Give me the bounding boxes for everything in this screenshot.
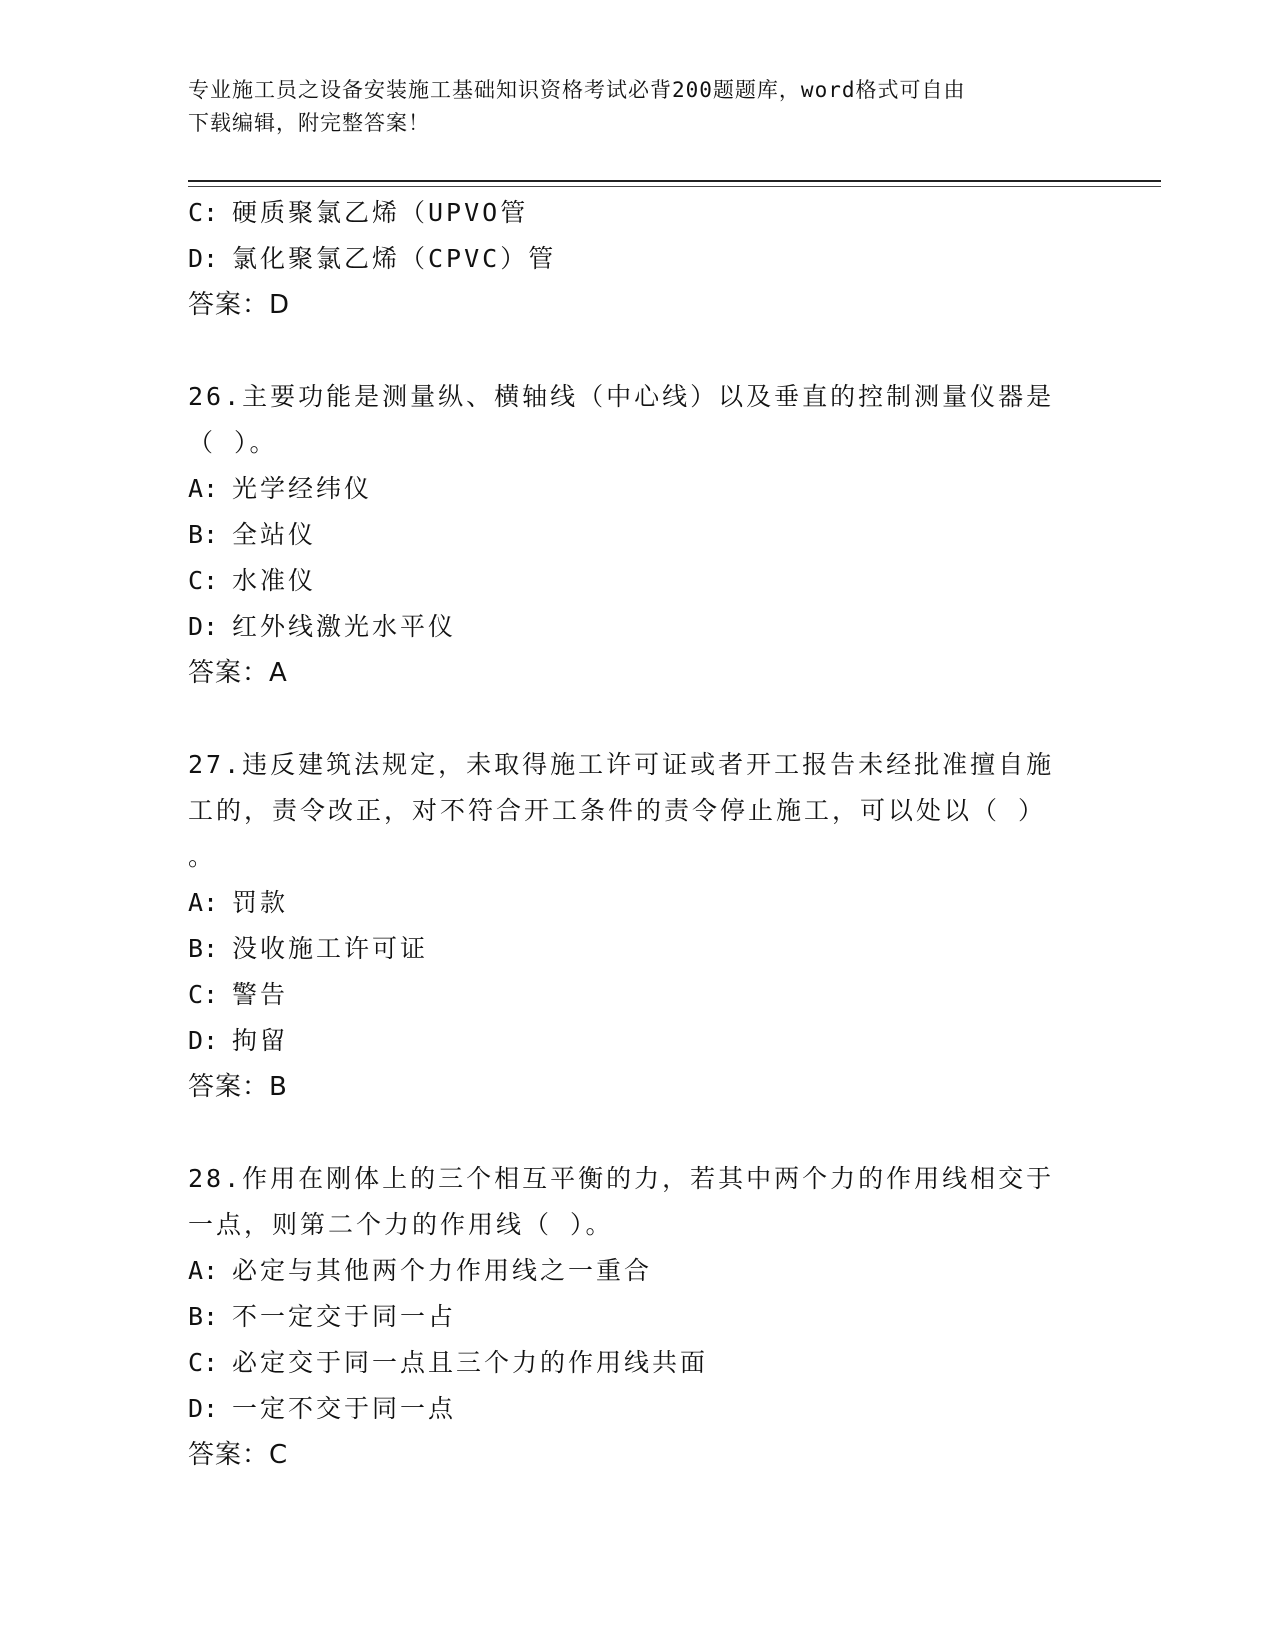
option-key: B:	[188, 1302, 219, 1331]
header-line-2: 下载编辑，附完整答案！	[188, 111, 430, 135]
option-key: C:	[188, 1348, 219, 1377]
question-28	[188, 1156, 1088, 1478]
option-text: 不一定交于同一占	[232, 1302, 457, 1331]
option-c	[188, 1340, 1088, 1386]
option-b	[188, 512, 1088, 558]
option-text: 全站仪	[232, 520, 317, 549]
option-key: D:	[188, 1394, 219, 1423]
option-text: 水准仪	[232, 566, 317, 595]
option-key: D:	[188, 244, 219, 273]
option-a	[188, 466, 1088, 512]
question-stem: 26.主要功能是测量纵、横轴线（中心线）以及垂直的控制测量仪器是	[188, 382, 1055, 411]
answer-line: 答案：C	[188, 1440, 289, 1470]
spacer	[188, 328, 1088, 374]
option-key: B:	[188, 934, 219, 963]
option-text: 罚款	[232, 888, 289, 917]
option-d	[188, 236, 1088, 282]
option-d	[188, 604, 1088, 650]
question-25-tail	[188, 190, 1088, 328]
question-stem: 。	[188, 842, 217, 871]
option-c	[188, 972, 1088, 1018]
spacer	[188, 1110, 1088, 1156]
option-key: A:	[188, 888, 219, 917]
option-c	[188, 558, 1088, 604]
answer-line: 答案：A	[188, 658, 288, 688]
header-divider-thin	[188, 186, 1161, 187]
document-header	[188, 74, 1068, 140]
option-text: 必定与其他两个力作用线之一重合	[232, 1256, 653, 1285]
option-text: 拘留	[232, 1026, 289, 1055]
option-key: A:	[188, 1256, 219, 1285]
header-divider-thick	[188, 180, 1161, 182]
option-c	[188, 190, 1088, 236]
question-stem: 28.作用在刚体上的三个相互平衡的力，若其中两个力的作用线相交于	[188, 1164, 1055, 1193]
option-text: 警告	[232, 980, 289, 1009]
option-key: C:	[188, 198, 219, 227]
option-b	[188, 1294, 1088, 1340]
option-d	[188, 1018, 1088, 1064]
question-27	[188, 742, 1088, 1110]
option-key: C:	[188, 566, 219, 595]
option-key: A:	[188, 474, 219, 503]
option-text: 没收施工许可证	[232, 934, 429, 963]
option-a	[188, 880, 1088, 926]
option-text: 光学经纬仪	[232, 474, 373, 503]
spacer	[188, 696, 1088, 742]
option-text: 氯化聚氯乙烯（CPVC）管	[232, 244, 557, 273]
option-key: D:	[188, 1026, 219, 1055]
option-text: 红外线激光水平仪	[232, 612, 457, 641]
question-content	[188, 190, 1088, 1478]
question-stem: 工的，责令改正，对不符合开工条件的责令停止施工，可以处以（ ）	[188, 796, 1047, 825]
option-b	[188, 926, 1088, 972]
question-stem: 27.违反建筑法规定，未取得施工许可证或者开工报告未经批准擅自施	[188, 750, 1055, 779]
option-d	[188, 1386, 1088, 1432]
answer-line: 答案：B	[188, 1072, 288, 1102]
question-stem: （ ）。	[188, 428, 278, 457]
question-stem: 一点，则第二个力的作用线（ ）。	[188, 1210, 614, 1239]
answer-line: 答案：D	[188, 290, 291, 320]
option-key: C:	[188, 980, 219, 1009]
header-line-1: 专业施工员之设备安装施工基础知识资格考试必背200题题库，word格式可自由	[188, 78, 966, 102]
option-text: 硬质聚氯乙烯（UPVO管	[232, 198, 529, 227]
option-a	[188, 1248, 1088, 1294]
option-text: 一定不交于同一点	[232, 1394, 457, 1423]
option-key: B:	[188, 520, 219, 549]
option-text: 必定交于同一点且三个力的作用线共面	[232, 1348, 709, 1377]
question-26	[188, 374, 1088, 696]
option-key: D:	[188, 612, 219, 641]
